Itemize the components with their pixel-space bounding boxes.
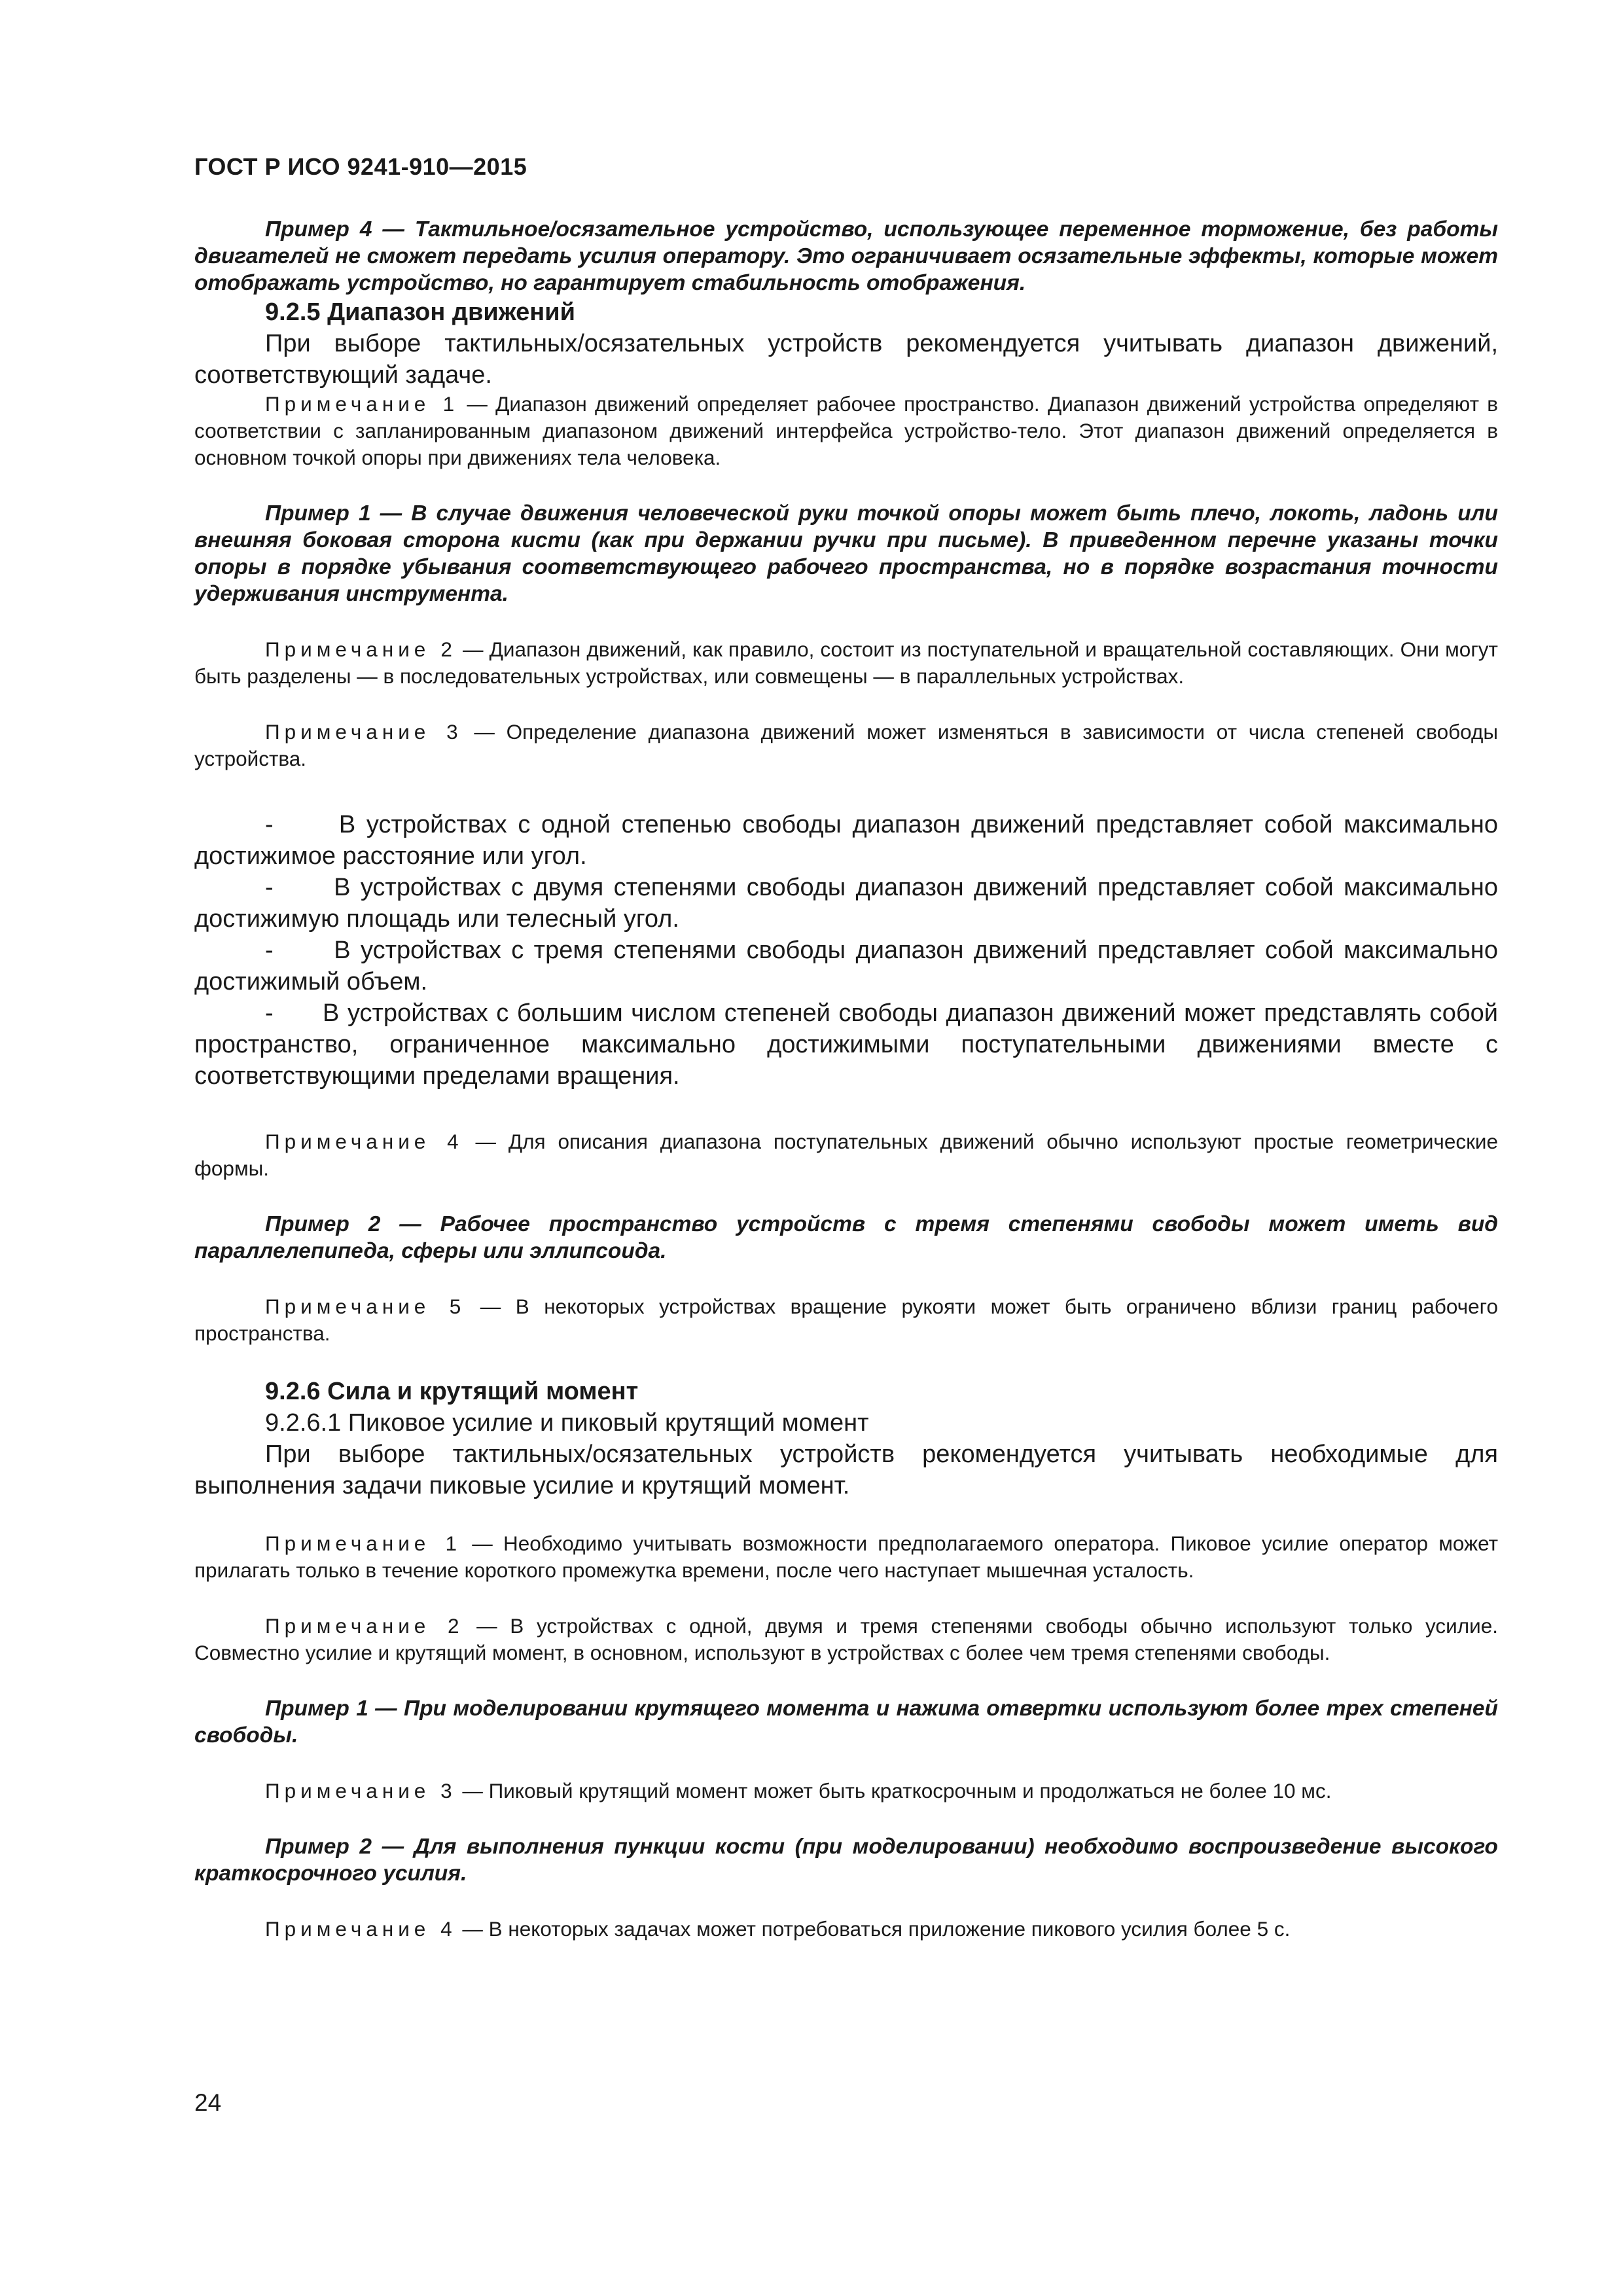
example-text: — Тактильное/осязательное устройство, использующее переменное торможение, без работы двигателей не сможет передать усилия оператору. Это ограничивает осязательные эффекты, которые может отображать устройство, но гарантирует стабильность отображения.	[194, 217, 1498, 295]
example-text: — При моделировании крутящего момента и нажима отвертки используют более трех степеней свободы.	[194, 1696, 1498, 1748]
note-label: Примечание 5	[265, 1295, 466, 1318]
example-text: — Рабочее пространство устройств с тремя степенями свободы может иметь вид параллелепипеда, сферы или эллипсоида.	[194, 1212, 1499, 1263]
note-text: — В некоторых задачах может потребоваться приложение пикового усилия более 5 с.	[456, 1917, 1291, 1941]
body-paragraph: При выборе тактильных/осязательных устройств рекомендуется учитывать диапазон движений, соответствующий задаче.	[194, 330, 1498, 389]
list-dash: -	[265, 874, 334, 901]
note-text: — Диапазон движений определяет рабочее пространство. Диапазон движений устройства определяют в соответствии с запланированным диапазоном движений интерфейса устройство-тело. Этот диапазон движений определяется в основном точкой опоры при движениях тела человека.	[194, 392, 1498, 469]
example-text: — В случае движения человеческой руки точкой опоры может быть плечо, локоть, ладонь или внешняя боковая сторона кисти (как при держании ручки при письме). В приведенном перечне указаны точки опоры в порядке убывания соответствующего рабочего пространства, но в порядке возрастания точности удерживания инструмента.	[194, 501, 1498, 606]
example-paragraph	[194, 1695, 1498, 1749]
note-paragraph	[194, 1293, 1498, 1347]
example-label: Пример 2	[265, 1835, 372, 1859]
example-paragraph	[194, 500, 1498, 607]
note-text: — Пиковый крутящий момент может быть краткосрочным и продолжаться не более 10 мс.	[456, 1779, 1332, 1803]
note-paragraph	[194, 1128, 1498, 1182]
dash-list	[194, 809, 1498, 1092]
note-label: Примечание 2	[265, 637, 457, 661]
section-heading-9-2-6: 9.2.6 Сила и крутящий момент	[265, 1378, 639, 1405]
section-heading-9-2-5: 9.2.5 Диапазон движений	[265, 298, 575, 326]
example-paragraph	[194, 216, 1498, 296]
list-item-text: В устройствах с одной степенью свободы диапазон движений представляет собой максимально достижимое расстояние или угол.	[194, 811, 1499, 870]
note-paragraph	[194, 636, 1498, 690]
list-dash: -	[265, 999, 323, 1027]
note-paragraph	[194, 1530, 1498, 1584]
example-label: Пример 4	[265, 217, 372, 242]
example-text: — Для выполнения пункции кости (при моделировании) необходимо воспроизведение высокого краткосрочного усилия.	[194, 1835, 1498, 1886]
example-paragraph	[194, 1833, 1498, 1887]
list-dash: -	[265, 811, 339, 838]
example-label: Пример 1	[265, 1696, 368, 1721]
note-text: — В некоторых устройствах вращение рукояти может быть ограничено вблизи границ рабочего пространства.	[194, 1295, 1498, 1345]
note-label: Примечание 1	[265, 392, 459, 416]
note-paragraph	[194, 1778, 1498, 1804]
example-label: Пример 2	[265, 1212, 381, 1236]
note-label: Примечание 3	[265, 1779, 457, 1803]
note-label: Примечание 4	[265, 1130, 463, 1153]
list-item-text: В устройствах с большим числом степеней свободы диапазон движений может представлять собой пространство, ограниченное максимально достижимыми поступательными движениями вместе с соответствующими пределами вращения.	[194, 999, 1499, 1090]
note-label: Примечание 2	[265, 1614, 464, 1638]
page-number: 24	[194, 2089, 222, 2116]
note-label: Примечание 4	[265, 1917, 457, 1941]
note-text: — Диапазон движений, как правило, состоит из поступательной и вращательной составляющих. Они могут быть разделены — в последовательных устройствах, или совмещены — в параллельных устройствах.	[194, 637, 1498, 688]
list-item	[194, 809, 1498, 872]
list-item-text: В устройствах с двумя степенями свободы диапазон движений представляет собой максимально достижимую площадь или телесный угол.	[194, 874, 1498, 933]
note-paragraph	[194, 719, 1498, 772]
note-text: — Определение диапазона движений может изменяться в зависимости от числа степеней свободы устройства.	[194, 720, 1498, 770]
list-item	[194, 872, 1498, 935]
note-text: — Для описания диапазона поступательных движений обычно используют простые геометрические формы.	[194, 1130, 1498, 1180]
list-item	[194, 935, 1498, 997]
list-dash: -	[265, 937, 334, 964]
note-paragraph	[194, 391, 1498, 471]
example-label: Пример 1	[265, 501, 371, 526]
note-paragraph	[194, 1916, 1498, 1943]
example-paragraph	[194, 1211, 1498, 1265]
list-item	[194, 997, 1498, 1092]
note-label: Примечание 3	[265, 720, 463, 744]
note-text: — В устройствах с одной, двумя и тремя степенями свободы обычно используют только усилие. Совместно усилие и крутящий момент, в основном, используют в устройствах с более чем тремя степенями свободы.	[194, 1614, 1498, 1664]
list-item-text: В устройствах с тремя степенями свободы диапазон движений представляет собой максимально достижимый объем.	[194, 937, 1498, 996]
running-header: ГОСТ Р ИСО 9241-910—2015	[194, 153, 527, 180]
page-body	[194, 216, 1498, 1943]
note-paragraph	[194, 1613, 1498, 1666]
note-label: Примечание 1	[265, 1532, 462, 1555]
body-paragraph: При выборе тактильных/осязательных устройств рекомендуется учитывать необходимые для выполнения задачи пиковые усилие и крутящий момент.	[194, 1441, 1498, 1499]
subsection-heading-9-2-6-1: 9.2.6.1 Пиковое усилие и пиковый крутящий момент	[265, 1409, 869, 1437]
note-text: — Необходимо учитывать возможности предполагаемого оператора. Пиковое усилие оператор может прилагать только в течение короткого промежутка времени, после чего наступает мышечная усталость.	[194, 1532, 1498, 1582]
